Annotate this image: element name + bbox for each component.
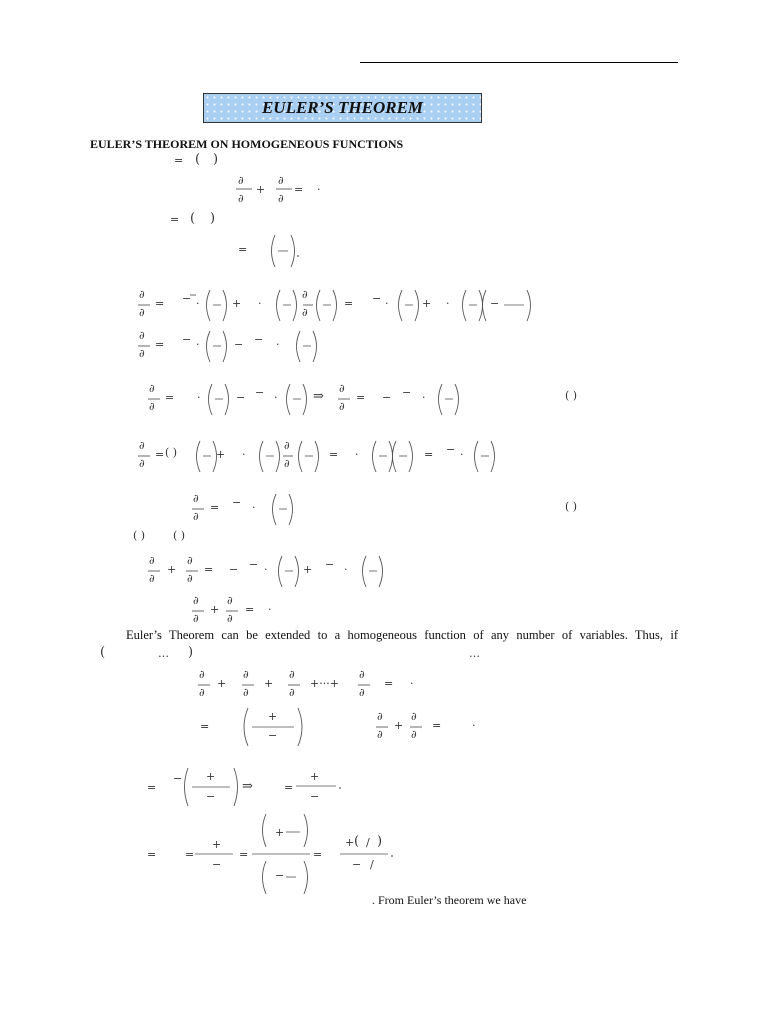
cdots-plus: +···+ xyxy=(310,677,339,690)
partial-symbol: ∂ xyxy=(359,668,365,681)
plus-symbol: + xyxy=(217,677,227,690)
paren-right: ) xyxy=(188,645,194,660)
partial-symbol: ∂ xyxy=(289,668,295,681)
partial-symbol: ∂ xyxy=(187,554,193,567)
partial-symbol: ∂ xyxy=(359,686,365,699)
partial-symbol: ∂ xyxy=(238,192,244,205)
eq-symbol: = xyxy=(424,448,434,461)
eq-symbol: = xyxy=(329,448,339,461)
partial-symbol: ∂ xyxy=(149,554,155,567)
partial-symbol: ∂ xyxy=(377,710,383,723)
dot-symbol: · xyxy=(410,677,414,690)
paragraph-text: Euler’s Theorem can be extended to a homogeneous function of any number of variables. Thus, if xyxy=(126,628,678,642)
minus-symbol: − xyxy=(182,333,192,346)
partial-symbol: ∂ xyxy=(227,594,233,607)
eq-symbol: = xyxy=(200,720,210,733)
minus-symbol: − xyxy=(249,558,259,571)
ellipsis: … xyxy=(158,647,169,660)
dot-symbol: · xyxy=(197,391,201,404)
minus-symbol: − xyxy=(490,297,500,310)
plus-symbol: + xyxy=(264,677,274,690)
partial-symbol: ∂ xyxy=(227,612,233,625)
paren-right: ) xyxy=(213,152,219,167)
partial-symbol: ∂ xyxy=(243,686,249,699)
partial-symbol: ∂ xyxy=(139,439,145,452)
minus-symbol: − xyxy=(234,338,244,351)
page-title: EULER’S THEOREM xyxy=(261,98,424,117)
eq-symbol: = xyxy=(238,243,248,256)
partial-symbol: ∂ xyxy=(193,492,199,505)
minus-symbol: − xyxy=(229,563,239,576)
dot-symbol: · xyxy=(264,563,268,576)
partial-symbol: ∂ xyxy=(238,174,244,187)
eq-symbol: = xyxy=(155,338,165,351)
partial-symbol: ∂ xyxy=(278,174,284,187)
equation-number: ( ) xyxy=(565,389,578,402)
eq-symbol: = xyxy=(239,848,249,861)
implies-symbol: ⇒ xyxy=(313,389,324,404)
partial-symbol: ∂ xyxy=(284,457,290,470)
eq-symbol: = xyxy=(384,677,394,690)
minus-symbol: − xyxy=(232,496,242,509)
partial-symbol: ∂ xyxy=(199,686,205,699)
dot-symbol: · xyxy=(258,297,262,310)
equation-number: ( ) xyxy=(565,500,578,513)
eq-symbol: = xyxy=(356,391,366,404)
implies-symbol: ⇒ xyxy=(242,779,253,794)
partial-symbol: ∂ xyxy=(193,612,199,625)
partial-symbol: ∂ xyxy=(377,728,383,741)
compound-fraction xyxy=(248,810,314,896)
eqno-ref: ( ) xyxy=(133,529,146,542)
bracketed-fraction xyxy=(267,233,307,269)
eq-symbol: = xyxy=(165,391,175,404)
paren-right: ) xyxy=(210,211,216,226)
eq-symbol: = xyxy=(344,297,354,310)
paragraph-line-1 xyxy=(90,628,678,643)
derivative-row-3 xyxy=(140,380,470,420)
derivative-row-1 xyxy=(130,286,540,326)
derivative-sum-row xyxy=(140,552,400,592)
indent xyxy=(90,628,126,643)
plus-symbol: + xyxy=(310,770,320,783)
dot-symbol: · xyxy=(460,448,464,461)
plus-symbol: + xyxy=(345,836,355,849)
dot-symbol: · xyxy=(344,563,348,576)
minus-symbol: − xyxy=(182,292,192,305)
minus-symbol: − xyxy=(352,858,362,871)
partial-symbol: ∂ xyxy=(139,457,145,470)
dot-symbol: · xyxy=(276,338,280,351)
paragraph xyxy=(90,628,678,643)
partial-symbol: ∂ xyxy=(289,686,295,699)
plus-symbol: + xyxy=(216,448,226,461)
partial-symbol: ∂ xyxy=(284,439,290,452)
partial-symbol: ∂ xyxy=(278,192,284,205)
partial-symbol: ∂ xyxy=(149,400,155,413)
partial-symbol: ∂ xyxy=(302,288,308,301)
partial-symbol: ∂ xyxy=(193,594,199,607)
derivative-row-5 xyxy=(184,490,304,530)
plus-symbol: + xyxy=(232,297,242,310)
minus-symbol: − xyxy=(173,772,183,785)
plus-symbol: + xyxy=(394,719,404,732)
plus-symbol: + xyxy=(422,297,432,310)
partial-symbol: ∂ xyxy=(139,288,145,301)
dot-symbol: · xyxy=(274,391,278,404)
paren-left: ( xyxy=(190,211,196,226)
eq-symbol: = xyxy=(155,297,165,310)
dot-symbol: · xyxy=(355,448,359,461)
paren-left: ( xyxy=(195,152,201,167)
minus-symbol: − xyxy=(268,729,278,742)
minus-symbol: − xyxy=(255,386,265,399)
plus-symbol: + xyxy=(167,563,177,576)
partial-symbol: ∂ xyxy=(199,668,205,681)
plus-symbol: + xyxy=(206,770,216,783)
dot-symbol: · xyxy=(446,297,450,310)
partial-symbol: ∂ xyxy=(193,510,199,523)
minus-symbol: − xyxy=(236,391,246,404)
paren-left: ( xyxy=(100,645,106,660)
header-rule xyxy=(360,62,678,63)
dot-symbol: · xyxy=(196,297,200,310)
partial-symbol: ∂ xyxy=(339,400,345,413)
dot-symbol: · xyxy=(472,719,476,732)
partial-symbol: ∂ xyxy=(139,347,145,360)
eq-symbol: = xyxy=(185,848,195,861)
dot-symbol: · xyxy=(242,448,246,461)
minus-symbol: − xyxy=(275,869,285,882)
plus-symbol: + xyxy=(212,838,222,851)
plus-symbol: + xyxy=(303,563,313,576)
dot-symbol: · xyxy=(422,391,426,404)
eq-symbol: = xyxy=(313,848,323,861)
eq-symbol: = xyxy=(294,183,304,196)
slash-symbol: / xyxy=(370,858,374,871)
closing-sentence: . From Euler’s theorem we have xyxy=(372,893,527,907)
dot-symbol: · xyxy=(317,183,321,196)
dot-symbol: · xyxy=(196,338,200,351)
eq-symbol: = xyxy=(147,848,157,861)
partial-symbol: ∂ xyxy=(139,329,145,342)
partial-symbol: ∂ xyxy=(149,382,155,395)
eq-symbol: = xyxy=(245,603,255,616)
title-banner xyxy=(203,93,482,123)
eqno-ref: ( ) xyxy=(173,529,186,542)
eq-symbol: = xyxy=(284,781,294,794)
dot-symbol: · xyxy=(252,501,256,514)
plus-symbol: + xyxy=(268,710,278,723)
plus-symbol: + xyxy=(210,603,220,616)
eq-symbol: = xyxy=(432,719,442,732)
minus-symbol: − xyxy=(254,333,264,346)
minus-symbol: − xyxy=(372,292,382,305)
partial-symbol: ∂ xyxy=(187,572,193,585)
partial-symbol: ∂ xyxy=(411,710,417,723)
partial-symbol: ∂ xyxy=(339,382,345,395)
minus-symbol: − xyxy=(446,443,456,456)
eq-symbol: = xyxy=(174,154,184,167)
partial-symbol: ∂ xyxy=(149,572,155,585)
dot-symbol: · xyxy=(385,297,389,310)
eq-symbol: = xyxy=(210,501,220,514)
eq-symbol: = xyxy=(155,448,165,461)
eqno-inline: ( ) xyxy=(165,446,178,459)
partial-symbol: ∂ xyxy=(139,306,145,319)
plus-symbol: + xyxy=(256,183,266,196)
partial-symbol: ∂ xyxy=(411,728,417,741)
plus-symbol: + xyxy=(275,826,285,839)
slash-symbol: / xyxy=(366,836,370,849)
minus-symbol: − xyxy=(310,790,320,803)
eq-symbol: = xyxy=(204,563,214,576)
minus-symbol: − xyxy=(325,558,335,571)
minus-symbol: − xyxy=(402,386,412,399)
partial-symbol: ∂ xyxy=(302,306,308,319)
minus-symbol: − xyxy=(206,790,216,803)
minus-symbol: − xyxy=(212,858,222,871)
ellipsis: … xyxy=(469,647,480,660)
eq-symbol: = xyxy=(147,781,157,794)
paren-left: ( xyxy=(354,834,360,849)
section-heading: EULER’S THEOREM ON HOMOGENEOUS FUNCTIONS xyxy=(90,137,404,151)
dot-symbol: · xyxy=(268,603,272,616)
paren-right: ) xyxy=(377,834,383,849)
partial-symbol: ∂ xyxy=(243,668,249,681)
minus-symbol: − xyxy=(382,391,392,404)
eq-symbol: = xyxy=(170,213,180,226)
